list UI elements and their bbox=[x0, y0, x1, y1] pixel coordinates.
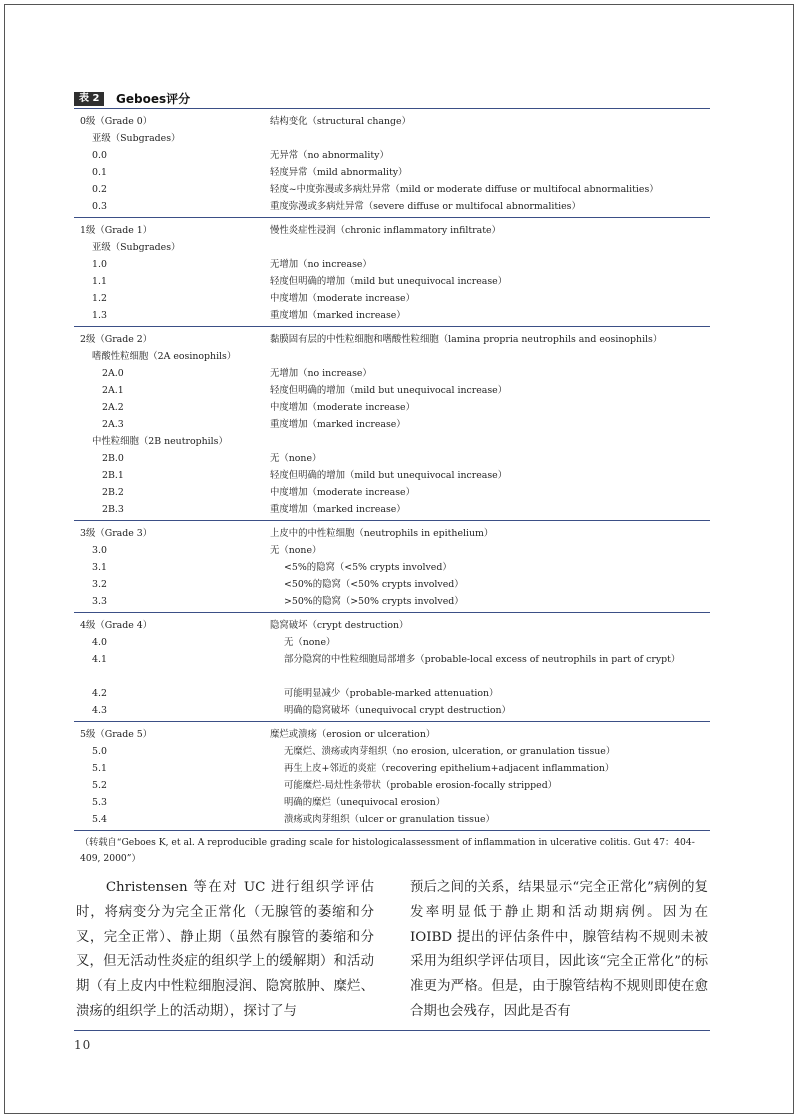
grade-code: 0.1 bbox=[92, 167, 107, 178]
grade-code: 1.3 bbox=[92, 310, 107, 321]
body-text-right-column: 预后之间的关系，结果显示“完全正常化”病例的复发率明显低于静止期和活动期病例。因为在 IOIBD 提出的评估条件中，腺管结构不规则未被采用为组织学评估项目，因此该“完全正常化”的标准更为严格。但是，由于腺管结构不规则即使在愈合期也会残存，因此是否有 bbox=[410, 880, 708, 1019]
table-row bbox=[74, 256, 710, 273]
grade-description: 重度弥漫或多病灶异常（severe diffuse or multifocal abnormalities） bbox=[270, 201, 581, 212]
grade-section bbox=[74, 327, 710, 521]
table-row bbox=[74, 501, 710, 518]
grade-code: 2B.0 bbox=[102, 453, 124, 464]
table-row bbox=[74, 685, 710, 702]
grade-code: 2A.3 bbox=[102, 419, 124, 430]
grade-description: 无异常（no abnormality） bbox=[270, 150, 389, 161]
grade-description: 溃疡或肉芽组织（ulcer or granulation tissue） bbox=[284, 814, 495, 825]
table-row bbox=[74, 181, 710, 198]
grade-code: 2B.3 bbox=[102, 504, 124, 515]
grade-description: 无（none） bbox=[270, 545, 322, 556]
grade-description: 轻度但明确的增加（mild but unequivocal increase） bbox=[270, 276, 508, 287]
grade-code: 2B.1 bbox=[102, 470, 124, 481]
grade-code: 中性粒细胞（2B neutrophils） bbox=[92, 436, 228, 447]
grade-code: 5.1 bbox=[92, 763, 107, 774]
table-label: 表 2 bbox=[74, 92, 104, 106]
grade-section bbox=[74, 613, 710, 722]
grade-description: >50%的隐窝（>50% crypts involved） bbox=[284, 596, 464, 607]
grade-code: 5.3 bbox=[92, 797, 107, 808]
table-row bbox=[74, 273, 710, 290]
grade-code: 0.0 bbox=[92, 150, 107, 161]
grade-code: 1.1 bbox=[92, 276, 107, 287]
grade-code: 5.0 bbox=[92, 746, 107, 757]
grade-description: 隐窝破坏（crypt destruction） bbox=[270, 620, 409, 631]
grade-code: 2级（Grade 2） bbox=[80, 334, 153, 345]
table-row bbox=[74, 433, 710, 450]
grade-description: 黏膜固有层的中性粒细胞和嗜酸性粒细胞（lamina propria neutrophils and eosinophils） bbox=[270, 334, 663, 345]
grade-code: 0.3 bbox=[92, 201, 107, 212]
grade-code: 2B.2 bbox=[102, 487, 124, 498]
grade-description: 重度增加（marked increase） bbox=[270, 310, 406, 321]
grade-description: 明确的隐窝破坏（unequivocal crypt destruction） bbox=[284, 705, 511, 716]
grade-code: 4.1 bbox=[92, 654, 107, 665]
grade-code: 1.0 bbox=[92, 259, 107, 270]
table-row bbox=[74, 416, 710, 433]
grade-code: 3级（Grade 3） bbox=[80, 528, 153, 539]
table-row bbox=[74, 634, 710, 651]
grade-code: 2A.2 bbox=[102, 402, 124, 413]
grade-code: 4.2 bbox=[92, 688, 107, 699]
table-row bbox=[74, 222, 710, 239]
table-row bbox=[74, 726, 710, 743]
grade-code: 3.1 bbox=[92, 562, 107, 573]
grade-code: 0级（Grade 0） bbox=[80, 116, 153, 127]
grade-description: 重度增加（marked increase） bbox=[270, 419, 406, 430]
footer-rule bbox=[74, 1030, 710, 1031]
table-row bbox=[74, 651, 710, 685]
table-row bbox=[74, 130, 710, 147]
grade-description: 部分隐窝的中性粒细胞局部增多（probable-local excess of neutrophils in part of crypt） bbox=[284, 654, 681, 665]
grade-description: 无糜烂、溃疡或肉芽组织（no erosion, ulceration, or granulation tissue） bbox=[284, 746, 616, 757]
grade-description: 轻度但明确的增加（mild but unequivocal increase） bbox=[270, 385, 508, 396]
grade-description: 无（none） bbox=[270, 453, 322, 464]
grade-description: 中度增加（moderate increase） bbox=[270, 293, 415, 304]
table-body bbox=[74, 109, 710, 831]
table-row bbox=[74, 760, 710, 777]
grade-code: 1级（Grade 1） bbox=[80, 225, 153, 236]
grade-description: 重度增加（marked increase） bbox=[270, 504, 406, 515]
grade-description: 无增加（no increase） bbox=[270, 368, 372, 379]
grade-description: 中度增加（moderate increase） bbox=[270, 402, 415, 413]
grade-description: 慢性炎症性浸润（chronic inflammatory infiltrate） bbox=[270, 225, 501, 236]
table-row bbox=[74, 307, 710, 324]
grade-description: 可能糜烂-局灶性条带状（probable erosion-focally stripped） bbox=[284, 780, 558, 791]
table-row bbox=[74, 811, 710, 828]
grade-description: <50%的隐窝（<50% crypts involved） bbox=[284, 579, 464, 590]
table-row bbox=[74, 365, 710, 382]
grade-code: 嗜酸性粒细胞（2A eosinophils） bbox=[92, 351, 237, 362]
grade-description: 中度增加（moderate increase） bbox=[270, 487, 415, 498]
table-row bbox=[74, 331, 710, 348]
grade-section bbox=[74, 722, 710, 831]
table-row bbox=[74, 794, 710, 811]
table-row bbox=[74, 777, 710, 794]
geboes-table bbox=[74, 92, 710, 867]
grade-description: 无增加（no increase） bbox=[270, 259, 372, 270]
table-row bbox=[74, 450, 710, 467]
table-row bbox=[74, 593, 710, 610]
table-row bbox=[74, 467, 710, 484]
grade-code: 3.2 bbox=[92, 579, 107, 590]
grade-code: 2A.1 bbox=[102, 385, 124, 396]
table-row bbox=[74, 164, 710, 181]
grade-code: 4.3 bbox=[92, 705, 107, 716]
grade-description: 轻度但明确的增加（mild but unequivocal increase） bbox=[270, 470, 508, 481]
table-caption bbox=[74, 92, 710, 109]
table-title: Geboes评分 bbox=[116, 92, 191, 106]
table-footnote: （转载自“Geboes K, et al. A reproducible grading scale for histologicalassessment of inflammation in ulcerative colitis. Gut 47：404-409, 2000”） bbox=[80, 837, 695, 864]
grade-section bbox=[74, 109, 710, 218]
grade-code: 5.2 bbox=[92, 780, 107, 791]
grade-description: 轻度异常（mild abnormality） bbox=[270, 167, 408, 178]
grade-code: 1.2 bbox=[92, 293, 107, 304]
grade-description: 可能明显减少（probable-marked attenuation） bbox=[284, 688, 499, 699]
grade-code: 3.0 bbox=[92, 545, 107, 556]
table-row bbox=[74, 147, 710, 164]
table-row bbox=[74, 743, 710, 760]
grade-description: 再生上皮+邻近的炎症（recovering epithelium+adjacent inflammation） bbox=[284, 763, 615, 774]
table-row bbox=[74, 559, 710, 576]
grade-description: 上皮中的中性粒细胞（neutrophils in epithelium） bbox=[270, 528, 494, 539]
grade-description: 无（none） bbox=[284, 637, 336, 648]
grade-section bbox=[74, 521, 710, 613]
grade-description: 明确的糜烂（unequivocal erosion） bbox=[284, 797, 446, 808]
page-number: 10 bbox=[74, 1038, 92, 1052]
table-row bbox=[74, 576, 710, 593]
grade-code: 0.2 bbox=[92, 184, 107, 195]
grade-description: <5%的隐窝（<5% crypts involved） bbox=[284, 562, 452, 573]
grade-code: 5.4 bbox=[92, 814, 107, 825]
table-row bbox=[74, 399, 710, 416]
table-row bbox=[74, 525, 710, 542]
grade-section bbox=[74, 218, 710, 327]
table-row bbox=[74, 198, 710, 215]
table-row bbox=[74, 290, 710, 307]
grade-code: 亚级（Subgrades） bbox=[92, 133, 181, 144]
grade-code: 3.3 bbox=[92, 596, 107, 607]
table-row bbox=[74, 484, 710, 501]
grade-code: 5级（Grade 5） bbox=[80, 729, 153, 740]
table-row bbox=[74, 382, 710, 399]
grade-code: 4级（Grade 4） bbox=[80, 620, 153, 631]
grade-code: 4.0 bbox=[92, 637, 107, 648]
table-row bbox=[74, 542, 710, 559]
table-row bbox=[74, 113, 710, 130]
table-row bbox=[74, 348, 710, 365]
table-row bbox=[74, 239, 710, 256]
body-text-left-column: Christensen 等在对 UC 进行组织学评估时，将病变分为完全正常化（无腺管的萎缩和分叉，完全正常）、静止期（虽然有腺管的萎缩和分叉，但无活动性炎症的组织学上的缓解期）和活动期（有上皮内中性粒细胞浸润、隐窝脓肿、糜烂、溃疡的组织学上的活动期），探讨了与 bbox=[76, 880, 374, 1019]
table-row bbox=[74, 702, 710, 719]
grade-description: 糜烂或溃疡（erosion or ulceration） bbox=[270, 729, 436, 740]
grade-code: 2A.0 bbox=[102, 368, 124, 379]
table-row bbox=[74, 617, 710, 634]
grade-description: 轻度~中度弥漫或多病灶异常（mild or moderate diffuse or multifocal abnormalities） bbox=[270, 184, 659, 195]
grade-description: 结构变化（structural change） bbox=[270, 116, 411, 127]
grade-code: 亚级（Subgrades） bbox=[92, 242, 181, 253]
